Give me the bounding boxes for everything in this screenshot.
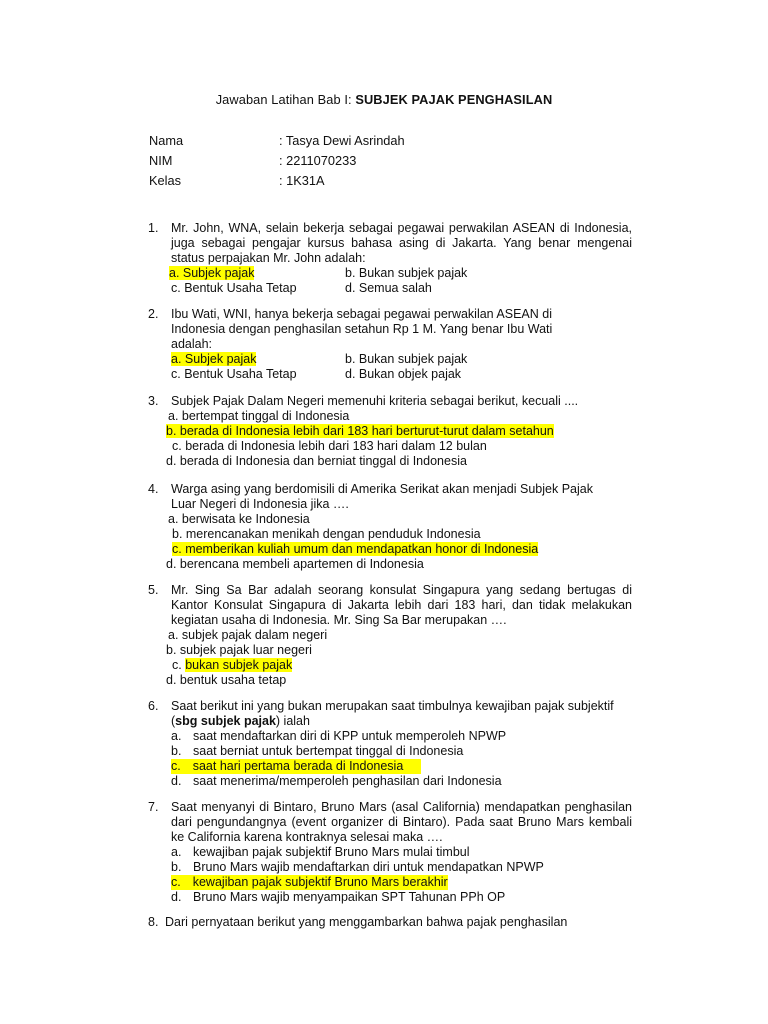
option-a: a. kewajiban pajak subjektif Bruno Mars mulai timbul [171, 845, 470, 859]
question-stem: Mr. John, WNA, selain bekerja sebagai pegawai perwakilan ASEAN di Indonesia, juga sebagai pengajar kursus bahasa asing di Jakarta. Yang benar mengenai status perpajakan Mr. John adalah: [171, 221, 632, 265]
question-2 [148, 307, 632, 382]
question-number: 6. [148, 699, 159, 713]
question-7 [148, 800, 632, 905]
question-stem-line: adalah: [171, 337, 213, 351]
page-title: Jawaban Latihan Bab I: SUBJEK PAJAK PENGHASILAN [215, 92, 553, 107]
option-row [171, 352, 632, 367]
question-number: 5. [148, 583, 159, 597]
info-value: : Tasya Dewi Asrindah [279, 133, 405, 148]
option-c-answer: c. memberikan kuliah umum dan mendapatkan honor di Indonesia [172, 542, 539, 556]
option-row [169, 266, 632, 281]
option-a-answer: a. Subjek pajak [169, 266, 255, 280]
info-label: Nama [149, 133, 184, 148]
question-stem-line: Indonesia dengan penghasilan setahun Rp 1 M. Yang benar Ibu Wati [171, 322, 553, 336]
option-d: d. Bukan objek pajak [345, 367, 462, 381]
option-a: a. bertempat tinggal di Indonesia [168, 409, 350, 423]
option-c-letter: c. [172, 658, 186, 672]
option-row [172, 658, 632, 673]
option-b: b. Bruno Mars wajib mendaftarkan diri untuk mendapatkan NPWP [171, 860, 544, 874]
info-row-nama [149, 133, 405, 148]
option-a-answer: a. Subjek pajak [171, 352, 257, 366]
question-1 [148, 221, 632, 296]
option-d: d. saat menerima/memperoleh penghasilan dari Indonesia [171, 774, 502, 788]
question-5 [148, 583, 632, 688]
option-d: d. berencana membeli apartemen di Indonesia [166, 557, 424, 571]
question-stem: Subjek Pajak Dalam Negeri memenuhi kriteria sebagai berikut, kecuali .... [171, 394, 579, 408]
option-d: d. bentuk usaha tetap [166, 673, 287, 687]
option-b: b. Bukan subjek pajak [345, 266, 468, 280]
option-a: a. berwisata ke Indonesia [168, 512, 310, 526]
question-stem-line: Saat berikut ini yang bukan merupakan saat timbulnya kewajiban pajak subjektif [171, 699, 614, 713]
question-stem: Mr. Sing Sa Bar adalah seorang konsulat Singapura yang sedang bertugas di Kantor Konsulat Singapura di Jakarta lebih dari 183 hari, dan tidak melakukan kegiatan usaha di Indonesia. Mr. Sing Sa Bar merupakan …. [171, 583, 632, 627]
option-b: b. merencanakan menikah dengan penduduk Indonesia [172, 527, 481, 541]
option-c-answer: c. saat hari pertama berada di Indonesia [171, 759, 632, 774]
info-label: Kelas [149, 173, 182, 188]
question-number: 8. [148, 915, 159, 929]
option-a: a. subjek pajak dalam negeri [168, 628, 328, 642]
question-stem-line: (sbg subjek pajak) ialah [171, 714, 310, 728]
question-3 [148, 394, 632, 469]
option-c: c. Bentuk Usaha Tetap [171, 367, 297, 381]
question-stem: Dari pernyataan berikut yang menggambarkan bahwa pajak penghasilan [165, 915, 568, 929]
bold-text: sbg subjek pajak [175, 714, 276, 728]
question-stem-line: Luar Negeri di Indonesia jika …. [171, 497, 349, 511]
question-stem-line: Warga asing yang berdomisili di Amerika Serikat akan menjadi Subjek Pajak [171, 482, 593, 496]
option-row [171, 281, 632, 296]
option-row [172, 542, 632, 557]
question-6 [148, 699, 632, 789]
question-number: 3. [148, 394, 159, 408]
option-c-answer: bukan subjek pajak [185, 658, 293, 672]
question-number: 4. [148, 482, 159, 496]
option-b-answer: b. berada di Indonesia lebih dari 183 hari berturut-turut dalam setahun [166, 424, 554, 438]
question-number: 1. [148, 221, 159, 235]
question-8 [148, 915, 632, 930]
option-d: d. Bruno Mars wajib menyampaikan SPT Tahunan PPh OP [171, 890, 506, 904]
info-label: NIM [149, 153, 173, 168]
option-row [166, 424, 632, 439]
info-row-nim [149, 153, 356, 168]
option-row [171, 367, 632, 382]
option-c: c. berada di Indonesia lebih dari 183 hari dalam 12 bulan [172, 439, 487, 453]
option-b: b. Bukan subjek pajak [345, 352, 468, 366]
question-4 [148, 482, 632, 572]
info-row-kelas [149, 173, 325, 188]
option-a: a. saat mendaftarkan diri di KPP untuk memperoleh NPWP [171, 729, 507, 743]
info-value: : 1K31A [279, 173, 325, 188]
question-number: 7. [148, 800, 159, 814]
option-b: b. subjek pajak luar negeri [166, 643, 312, 657]
info-value: : 2211070233 [279, 153, 357, 168]
option-d: d. Semua salah [345, 281, 432, 295]
question-stem: Saat menyanyi di Bintaro, Bruno Mars (asal California) mendapatkan penghasilan dari pengundangnya (event organizer di Bintaro). Pada saat Bruno Mars kembali ke California karena kontraknya selesai maka …. [171, 800, 632, 844]
question-stem-line: Ibu Wati, WNI, hanya bekerja sebagai pegawai perwakilan ASEAN di [171, 307, 552, 321]
option-c: c. Bentuk Usaha Tetap [171, 281, 297, 295]
question-number: 2. [148, 307, 159, 321]
option-d: d. berada di Indonesia dan berniat tinggal di Indonesia [166, 454, 467, 468]
option-c-answer: c. kewajiban pajak subjektif Bruno Mars berakhir [171, 875, 448, 889]
option-b: b. saat berniat untuk bertempat tinggal di Indonesia [171, 744, 464, 758]
